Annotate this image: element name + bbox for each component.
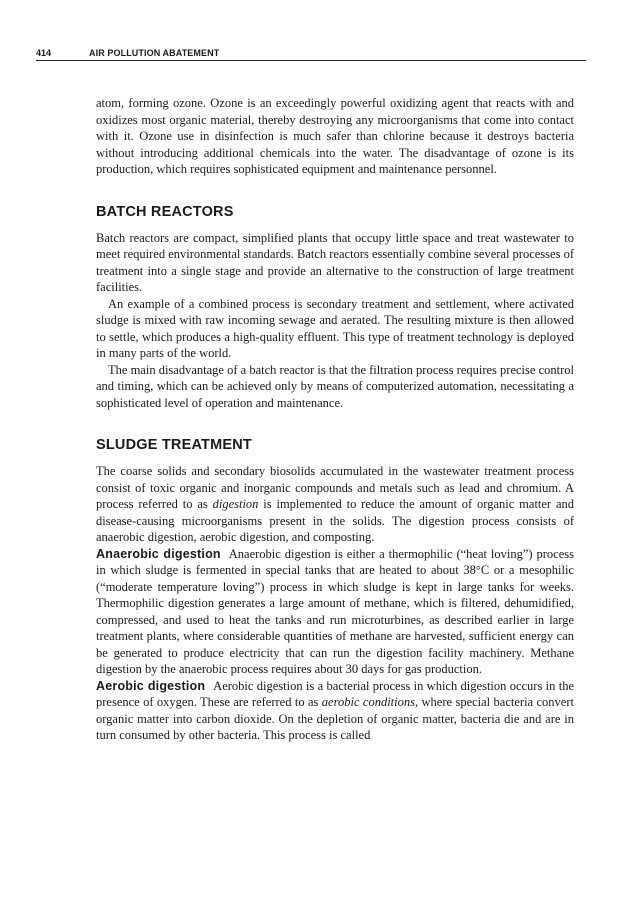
aerobic-text-before: Aerobic digestion is a bacterial process in which digestion occurs in the presence of oxygen. These are referred to as xyxy=(96,678,574,709)
intro-paragraph: atom, forming ozone. Ozone is an exceedingly powerful oxidizing agent that reacts with and oxidizes most organic material, thereby destroying any microorganisms that come into contact with it. Ozone use in disinfection is much safer than chlorine because it destroys bacteria without introducing additional chemicals into the water. The disadvantage of ozone is its production, which requires sophisticated equipment and maintenance personnel. xyxy=(96,96,574,176)
anaerobic-heading: Anaerobic digestion xyxy=(96,546,221,561)
batch-reactors-heading: BATCH REACTORS xyxy=(96,203,234,220)
digestion-term: digestion xyxy=(212,497,259,511)
running-title: AIR POLLUTION ABATEMENT xyxy=(89,48,220,58)
batch-paragraph-3: The main disadvantage of a batch reactor is that the filtration process requires precise control and timing, which can be achieved only by means of computerized automation, necessitating a sophisticated level of operation and maintenance. xyxy=(96,362,574,410)
aerobic-paragraph xyxy=(96,678,574,744)
page-number: 414 xyxy=(36,48,52,58)
aerobic-text-after: where special bacteria convert organic matter into carbon dioxide. On the depletion of organic matter, bacteria die and are in turn consumed by other bacteria. This process is called xyxy=(96,695,574,742)
running-header xyxy=(36,40,586,61)
batch-paragraph-2: An example of a combined process is secondary treatment and settlement, where activated sludge is mixed with raw incoming sewage and aerated. The resulting mixture is then allowed to settle, which produces a high-quality effluent. This type of treatment technology is deployed in many parts of the world. xyxy=(96,296,574,360)
sludge-treatment-heading: SLUDGE TREATMENT xyxy=(96,437,252,453)
sludge-text-after: is implemented to reduce the amount of organic matter and disease-causing microorganisms present in the solids. The digestion process consists of anaerobic digestion, aerobic digestion, and composting. xyxy=(96,497,574,544)
anaerobic-text: Anaerobic digestion is either a thermophilic (“heat loving”) process in which sludge is fermented in special tanks that are heated to about 38°C or a mesophilic (“moderate temperature loving”) process in which sludge is kept in large tanks for weeks. Thermophilic digestion generates a large amount of methane, which is filtered, dehumidified, compressed, and used to heat the tanks and run microturbines, as described earlier in large treatment plants, where considerable quantities of methane are harvested, sufficient energy can be generated to produce electricity that can run the digestion facility machinery. Methane digestion by the anaerobic process requires about 30 days for gas production. xyxy=(96,546,574,676)
page-body xyxy=(96,95,574,744)
aerobic-conditions-term: aerobic conditions, xyxy=(321,695,419,709)
batch-paragraph-1: Batch reactors are compact, simplified plants that occupy little space and treat wastewater to meet required environmental standards. Batch reactors essentially combine several processes of treatment into a single stage and provide an alternative to the construction of large treatment facilities. xyxy=(96,230,574,294)
anaerobic-paragraph xyxy=(96,546,574,678)
aerobic-heading: Aerobic digestion xyxy=(96,678,206,693)
sludge-paragraph-1 xyxy=(96,463,574,546)
sludge-text-before: The coarse solids and secondary biosolids accumulated in the wastewater treatment process consist of toxic organic and inorganic compounds and metals such as lead and chromium. A process referred to as xyxy=(96,464,574,511)
